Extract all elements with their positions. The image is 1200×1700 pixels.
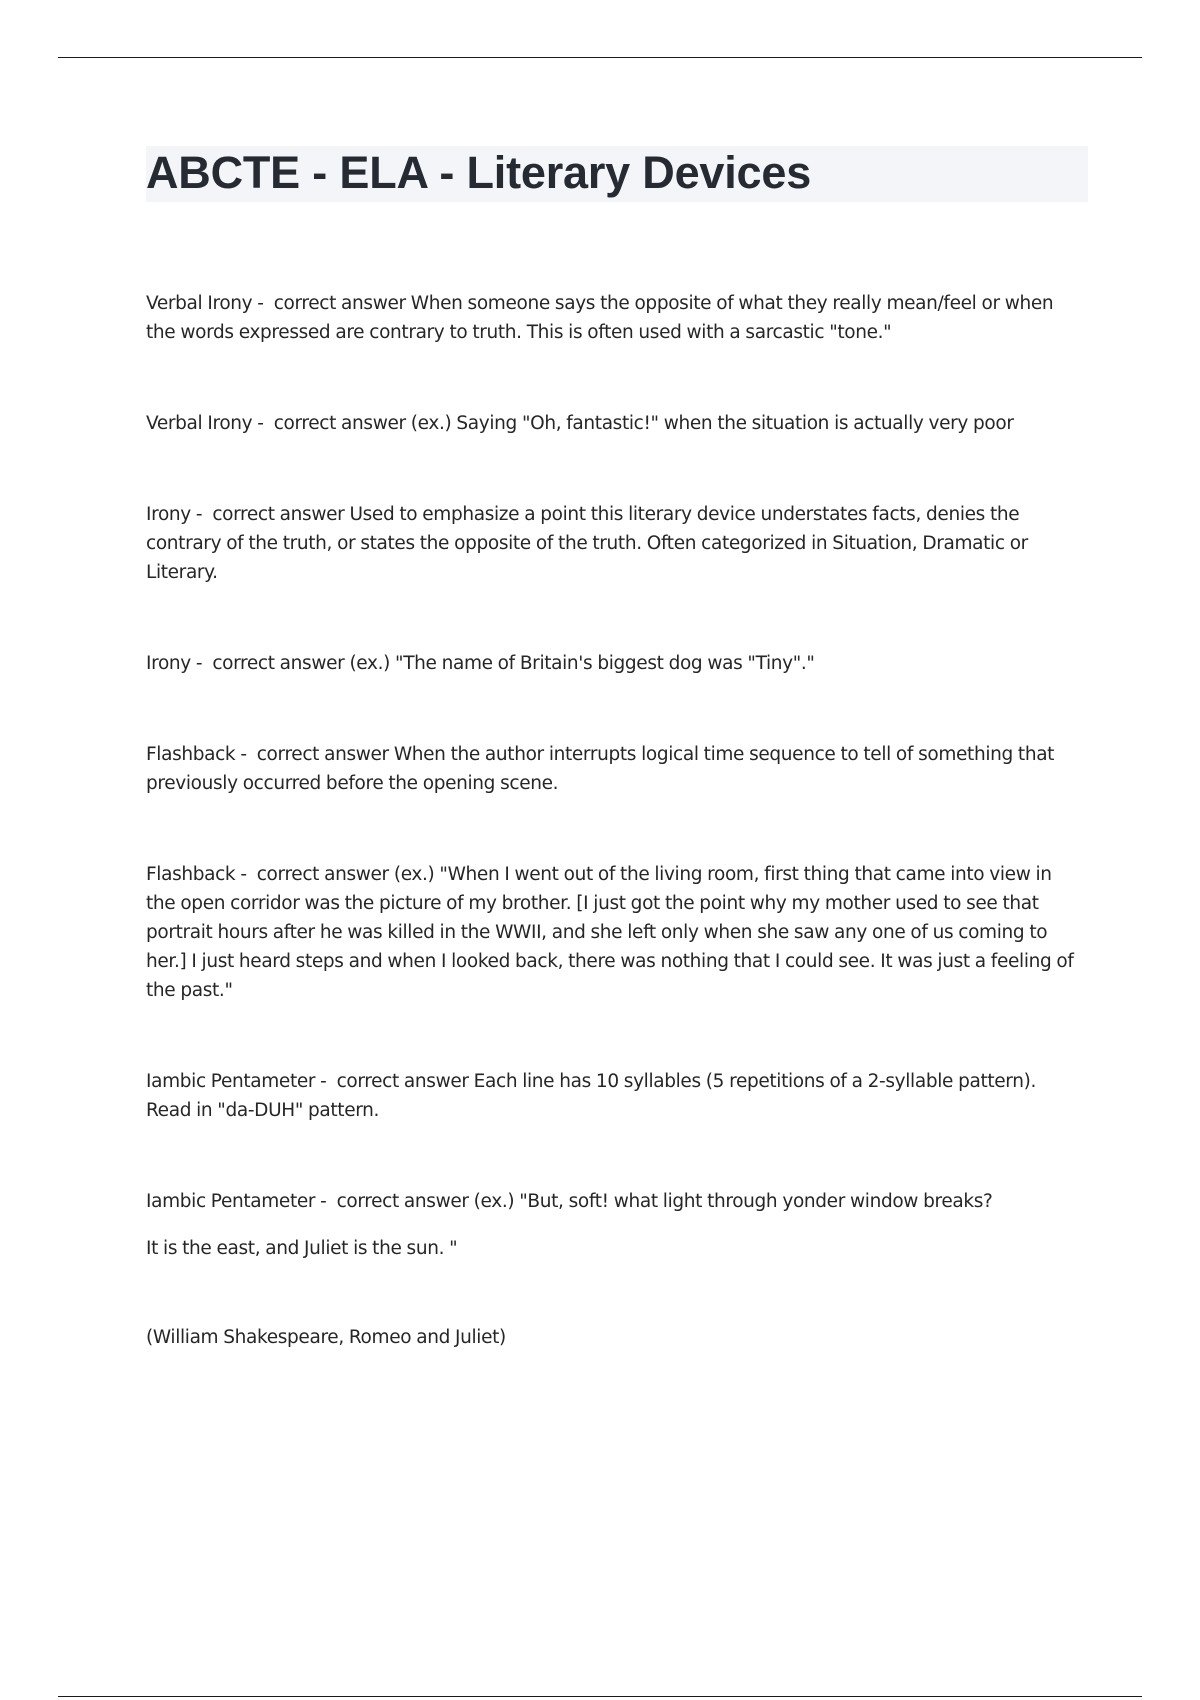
- entry-item: Flashback - correct answer (ex.) "When I went out of the living room, first thing that came into view in the open corridor was the picture of my brother. [I just got the point why my mother used to see that portrait hours after he was killed in the WWII, and she left only when she saw any one of us coming to her.] I just heard steps and when I looked back, there was nothing that I could see. It was just a feeling of the past.": [146, 864, 1074, 1001]
- entry-item: Iambic Pentameter - correct answer Each line has 10 syllables (5 repetitions of a 2-syllable pattern). Read in "da-DUH" pattern.: [146, 1071, 1037, 1121]
- entry-term: Iambic Pentameter: [146, 1191, 316, 1212]
- entry-text: When someone says the opposite of what they really mean/feel or when the words expressed are contrary to truth. This is often used with a sarcastic "tone.": [146, 293, 1054, 343]
- entry-item: Iambic Pentameter - correct answer (ex.) "But, soft! what light through yonder window breaks? It is the east, and Juliet is the sun. ": [146, 1187, 1086, 1263]
- entry-answer-label: correct answer: [273, 413, 406, 434]
- entry-text: (ex.) Saying "Oh, fantastic!" when the situation is actually very poor: [410, 413, 1014, 434]
- entry-item: Irony - correct answer (ex.) "The name of Britain's biggest dog was "Tiny".": [146, 653, 815, 674]
- entry-item: Verbal Irony - correct answer (ex.) Saying "Oh, fantastic!" when the situation is actually very poor: [146, 413, 1014, 434]
- entry-term: Irony: [146, 504, 191, 525]
- entry-term: Verbal Irony: [146, 413, 253, 434]
- entry-item: Flashback - correct answer When the author interrupts logical time sequence to tell of something that previously occurred before the opening scene.: [146, 744, 1055, 794]
- entry-text: (ex.) "When I went out of the living room, first thing that came into view in the open corridor was the picture of my brother. [I just got the point why my mother used to see that portrait hours after he was killed in the WWII, and she left only when she saw any one of us coming to her.] I just heard steps and when I looked back, there was nothing that I could see. It was just a feeling of the past.": [146, 864, 1074, 1001]
- entry-text: Each line has 10 syllables (5 repetitions of a 2-syllable pattern). Read in "da-DUH" pattern.: [146, 1071, 1037, 1121]
- entry-term: Verbal Irony: [146, 293, 253, 314]
- footer-rule: [58, 1696, 1142, 1697]
- entry-answer-label: correct answer: [273, 293, 406, 314]
- entry-answer-label: correct answer: [256, 744, 389, 765]
- entry-continuation: It is the east, and Juliet is the sun. ": [146, 1238, 458, 1259]
- entry-answer-label: correct answer: [212, 504, 345, 525]
- entry-item: Verbal Irony - correct answer When someone says the opposite of what they really mean/feel or when the words expressed are contrary to truth. This is often used with a sarcastic "tone.": [146, 293, 1054, 343]
- entry-answer-label: correct answer: [336, 1191, 469, 1212]
- entry-term: Iambic Pentameter: [146, 1071, 316, 1092]
- quote-attribution: (William Shakespeare, Romeo and Juliet): [146, 1327, 506, 1348]
- entry-text: Used to emphasize a point this literary device understates facts, denies the contrary of the truth, or states the opposite of the truth. Often categorized in Situation, Dramatic or Literary.: [146, 504, 1028, 583]
- entry-answer-label: correct answer: [256, 864, 389, 885]
- entry-answer-label: correct answer: [336, 1071, 469, 1092]
- header-rule: [58, 57, 1142, 58]
- page-title: ABCTE - ELA - Literary Devices: [146, 147, 812, 198]
- entry-term: Irony: [146, 653, 191, 674]
- entry-text: When the author interrupts logical time sequence to tell of something that previously occurred before the opening scene.: [146, 744, 1055, 794]
- entry-text: (ex.) "But, soft! what light through yonder window breaks?: [473, 1191, 993, 1212]
- entry-item: Irony - correct answer Used to emphasize a point this literary device understates facts, denies the contrary of the truth, or states the opposite of the truth. Often categorized in Situation, Dramatic or Literary.: [146, 504, 1028, 583]
- entry-term: Flashback: [146, 864, 236, 885]
- entry-text: (ex.) "The name of Britain's biggest dog was "Tiny".": [349, 653, 815, 674]
- entry-term: Flashback: [146, 744, 236, 765]
- entry-list: [146, 289, 1086, 1414]
- entry-answer-label: correct answer: [212, 653, 345, 674]
